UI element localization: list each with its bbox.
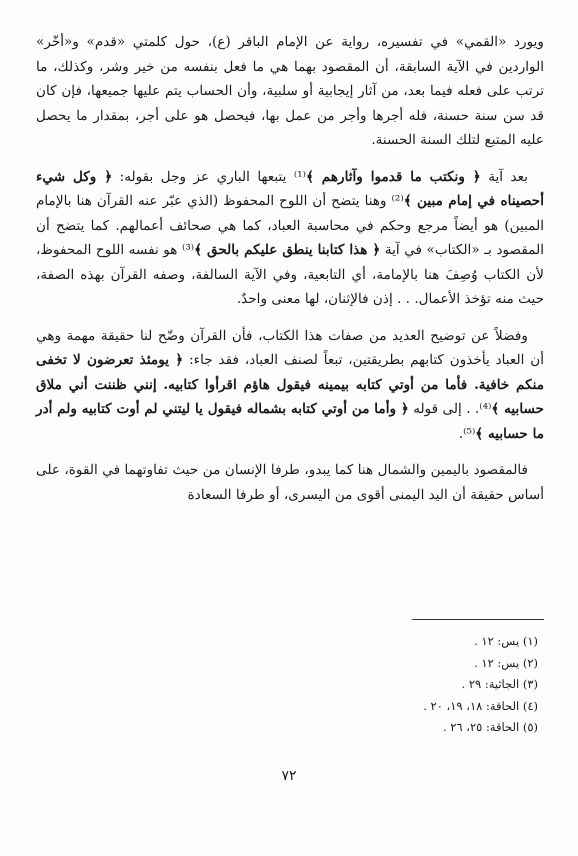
quran-verse: ﴿ يومئذ تعرضون لا تخفى منكم خافية. فأما من أوتي كتابه بيمينه فيقول هاؤم اقرأوا كتابيه. إنني ظننت أني ملاق حسابيه ﴾ <box>36 352 544 417</box>
footnotes <box>238 631 538 739</box>
paragraph-2 <box>36 165 544 312</box>
paragraph-3 <box>36 324 544 447</box>
paragraph-text: ⁽⁵⁾. <box>458 425 476 442</box>
quran-verse: ﴿ وكل شيء أحصيناه في إمام مبين ﴾ <box>36 168 544 209</box>
body-text <box>36 30 544 519</box>
paragraph-text: ⁽³⁾ هو نفسه اللوح المحفوظ، لأن الكتاب وُصِفَ هنا بالإمامة، أي التابعية، وفي الآية السالفة، وصفه القرآن بهذه الصفة، حيث منه تؤخذ الأعمال. . . إذن فالإثنان، لها معنى واحدٌ. <box>36 242 544 307</box>
paragraph-text: وفضلاً عن توضيح العديد من صفات هذا الكتاب، فأن القرآن وضّح لنا حقيقة مهمة وهي أن العباد يأخذون كتابهم بطريقتين، تبعاً لصنف العباد، فقد جاء: <box>36 327 544 368</box>
paragraph-text: ويورد «القمي» في تفسيره، رواية عن الإمام الباقر (ع)، حول كلمتي «قدم» و«أخّر» الواردين في الآية السابقة، أن المقصود بهما هي ما فعل بنفسه من خير وشر، وكذلك، ما ترتب على فعله فيما بعد، من آثار إيجابية أو سلبية، وأن الحساب يتم عليها جميعها، فإن كان قد سن سنة حسنة، فله أجرها وأجر من عمل بها، فيحصل هو على أجر، بمقدار ما يحصل عليه المتبع لتلك السنة الحسنة. <box>36 34 544 148</box>
paragraph-4 <box>36 458 544 507</box>
footnote-2: (٢) يس: ١٢ . <box>474 655 538 670</box>
paragraph-text: ⁽¹⁾ يتبعها الباري عز وجل بقوله: <box>112 168 306 185</box>
paragraph-text: ⁽²⁾ وهنا يتضح أن اللوح المحفوظ (الذي عبّر عنه القرآن هنا بالإمام المبين) هو أيضاً مرجع وحكم في محاسبة العباد، كما هي صحائف أعمالهم. كما يتضح أن المقصود بـ «الكتاب» في آية <box>36 193 544 258</box>
paragraph-text: ⁽⁴⁾. . إلى قوله <box>408 401 492 417</box>
footnote-3: (٣) الجاثية: ٢٩ . <box>461 677 538 691</box>
quran-verse: ﴿ ونكتب ما قدموا وآثارهم ﴾ <box>305 168 481 185</box>
footnote-divider <box>412 619 544 620</box>
quran-verse: ﴿ وأما من أوتي كتابه بشماله فيقول يا ليتني لم أوت كتابيه ولم أدر ما حسابيه ﴾ <box>36 401 544 442</box>
paragraph-1 <box>36 30 544 153</box>
page-number: ٧٢ <box>281 768 297 784</box>
footnote-5: (٥) الحاقة: ٢٥، ٢٦ . <box>442 720 538 734</box>
paragraph-text: بعد آية <box>480 168 528 185</box>
footnote-1: (١) يس: ١٢ . <box>474 634 538 648</box>
footnote-4: (٤) الحاقة: ١٨، ١٩، ٢٠ . <box>423 698 538 713</box>
quran-verse: ﴿ هذا كتابنا ينطق عليكم بالحق ﴾ <box>194 242 381 258</box>
paragraph-text: فالمقصود باليمين والشمال هنا كما يبدو، طرفا الإنسان من حيث تفاوتهما في القوة، على أساس حقيقة أن اليد اليمنى أقوى من اليسرى، أو طرفا السعادة <box>36 462 544 503</box>
